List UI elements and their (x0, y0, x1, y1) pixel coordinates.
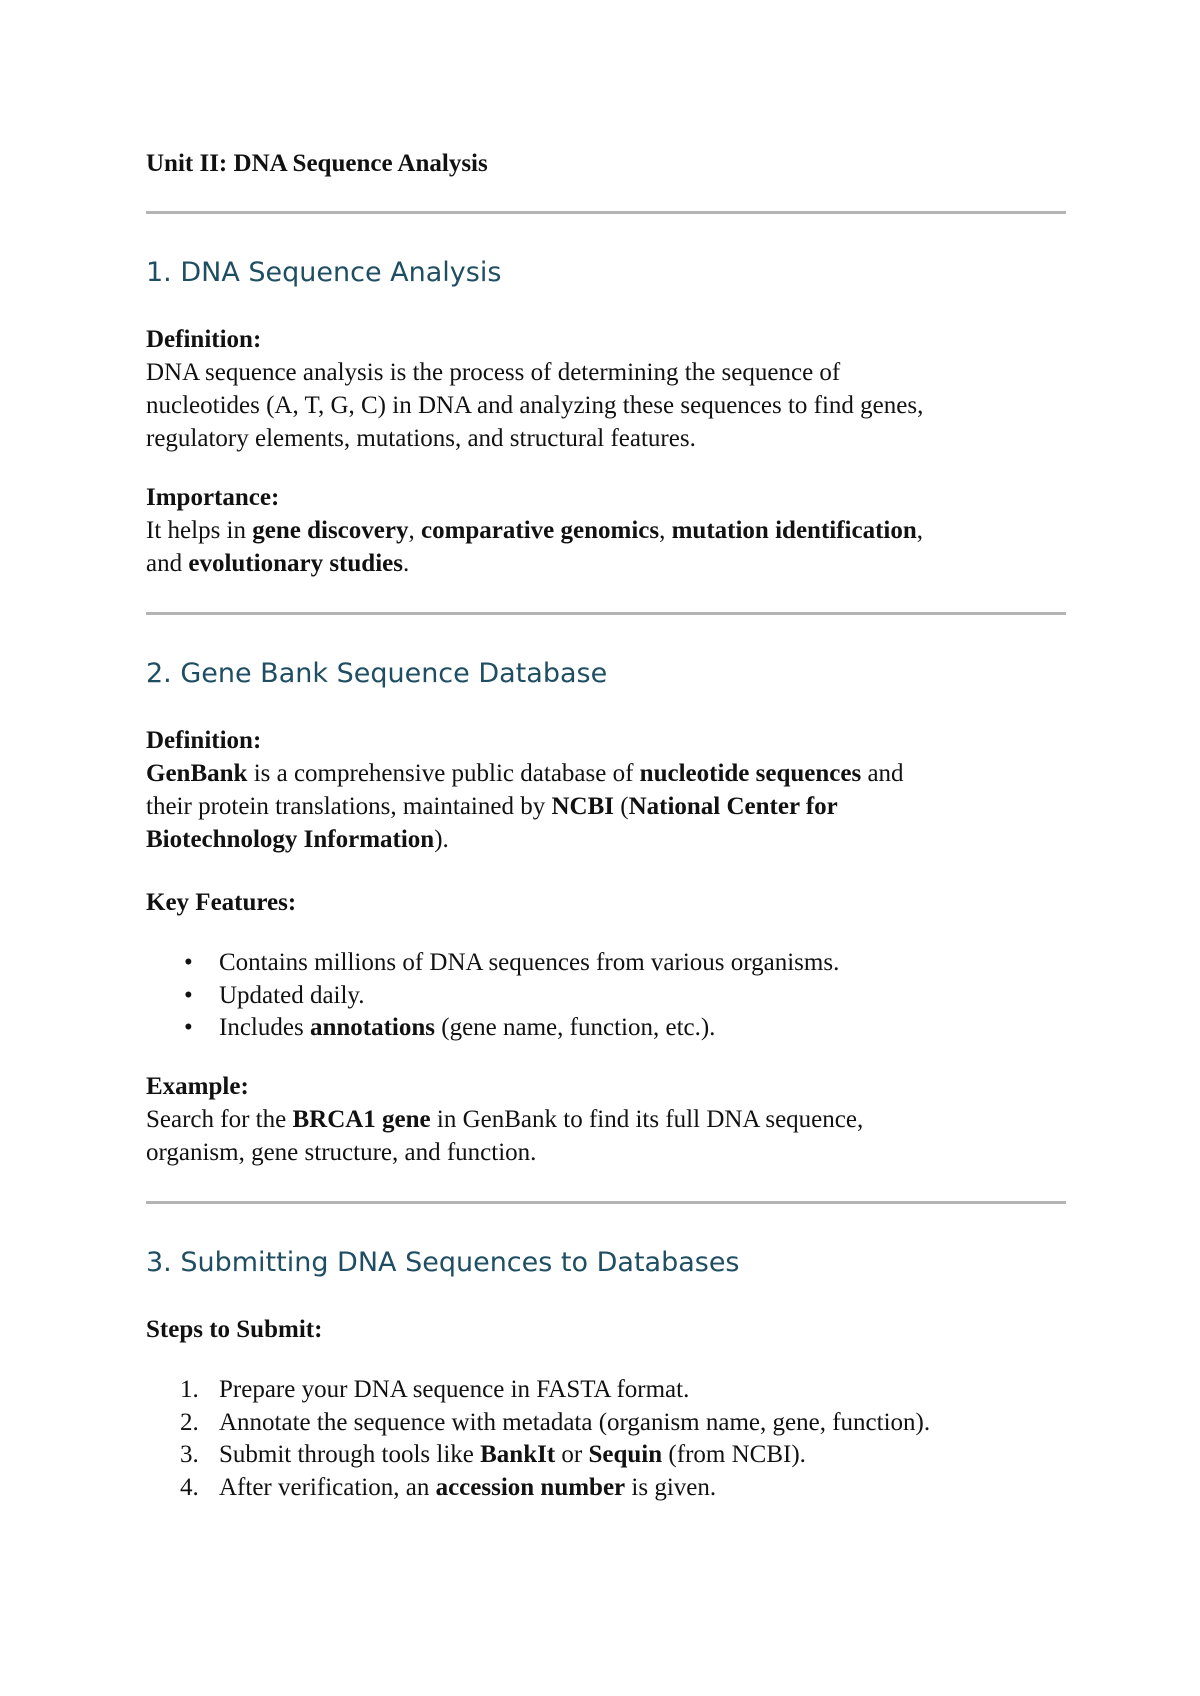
step-number: 4. (180, 1473, 199, 1501)
definition-text-line: DNA sequence analysis is the process of determining the sequence of (146, 359, 841, 386)
step-number: 1. (180, 1376, 199, 1403)
step-number: 3. (180, 1441, 199, 1468)
list-item: • Includes annotations (gene name, function, etc.). (146, 1012, 1066, 1045)
bullet-icon: • (184, 1014, 193, 1041)
step-number: 2. (180, 1408, 199, 1436)
section-divider (146, 211, 1066, 214)
definition-label: Definition: (146, 326, 262, 353)
section-divider (146, 1201, 1066, 1204)
definition-text-line: regulatory elements, mutations, and structural features. (146, 425, 696, 452)
key-features-list (146, 947, 1066, 1045)
definition-text-line: Biotechnology Information). (146, 826, 449, 853)
list-item: • Contains millions of DNA sequences from various organisms. (146, 947, 1066, 980)
list-item: 1. Prepare your DNA sequence in FASTA format. (146, 1374, 1066, 1407)
section-2-definition (146, 724, 1066, 856)
section-2-heading: 2. Gene Bank Sequence Database (146, 658, 608, 689)
section-divider (146, 612, 1066, 615)
list-item: 4. After verification, an accession number is given. (146, 1472, 1066, 1505)
definition-text-line: nucleotides (A, T, G, C) in DNA and analyzing these sequences to find genes, (146, 392, 924, 419)
list-item: • Updated daily. (146, 980, 1066, 1013)
example-text-line: organism, gene structure, and function. (146, 1139, 537, 1166)
importance-label: Importance: (146, 484, 280, 511)
section-1-importance (146, 481, 1066, 580)
section-2-example (146, 1070, 1066, 1169)
importance-text-line: It helps in gene discovery, comparative genomics, mutation identification, (146, 517, 924, 544)
section-1-definition (146, 323, 1066, 455)
section-1-heading: 1. DNA Sequence Analysis (146, 257, 502, 288)
example-text-line: Search for the BRCA1 gene in GenBank to find its full DNA sequence, (146, 1106, 864, 1133)
definition-text-line: their protein translations, maintained by NCBI (National Center for (146, 793, 838, 820)
list-item: 2. Annotate the sequence with metadata (organism name, gene, function). (146, 1407, 1066, 1440)
section-3-heading: 3. Submitting DNA Sequences to Databases (146, 1247, 740, 1278)
bullet-icon: • (184, 949, 193, 976)
list-item: 3. Submit through tools like BankIt or Sequin (from NCBI). (146, 1439, 1066, 1472)
definition-label: Definition: (146, 727, 262, 754)
key-features-label: Key Features: (146, 889, 297, 916)
steps-label: Steps to Submit: (146, 1316, 323, 1343)
steps-list (146, 1374, 1066, 1504)
document-title: Unit II: DNA Sequence Analysis (146, 150, 488, 177)
importance-text-line: and evolutionary studies. (146, 550, 410, 577)
bullet-icon: • (184, 981, 193, 1009)
definition-text-line: GenBank is a comprehensive public database of nucleotide sequences and (146, 760, 904, 787)
example-label: Example: (146, 1073, 249, 1100)
